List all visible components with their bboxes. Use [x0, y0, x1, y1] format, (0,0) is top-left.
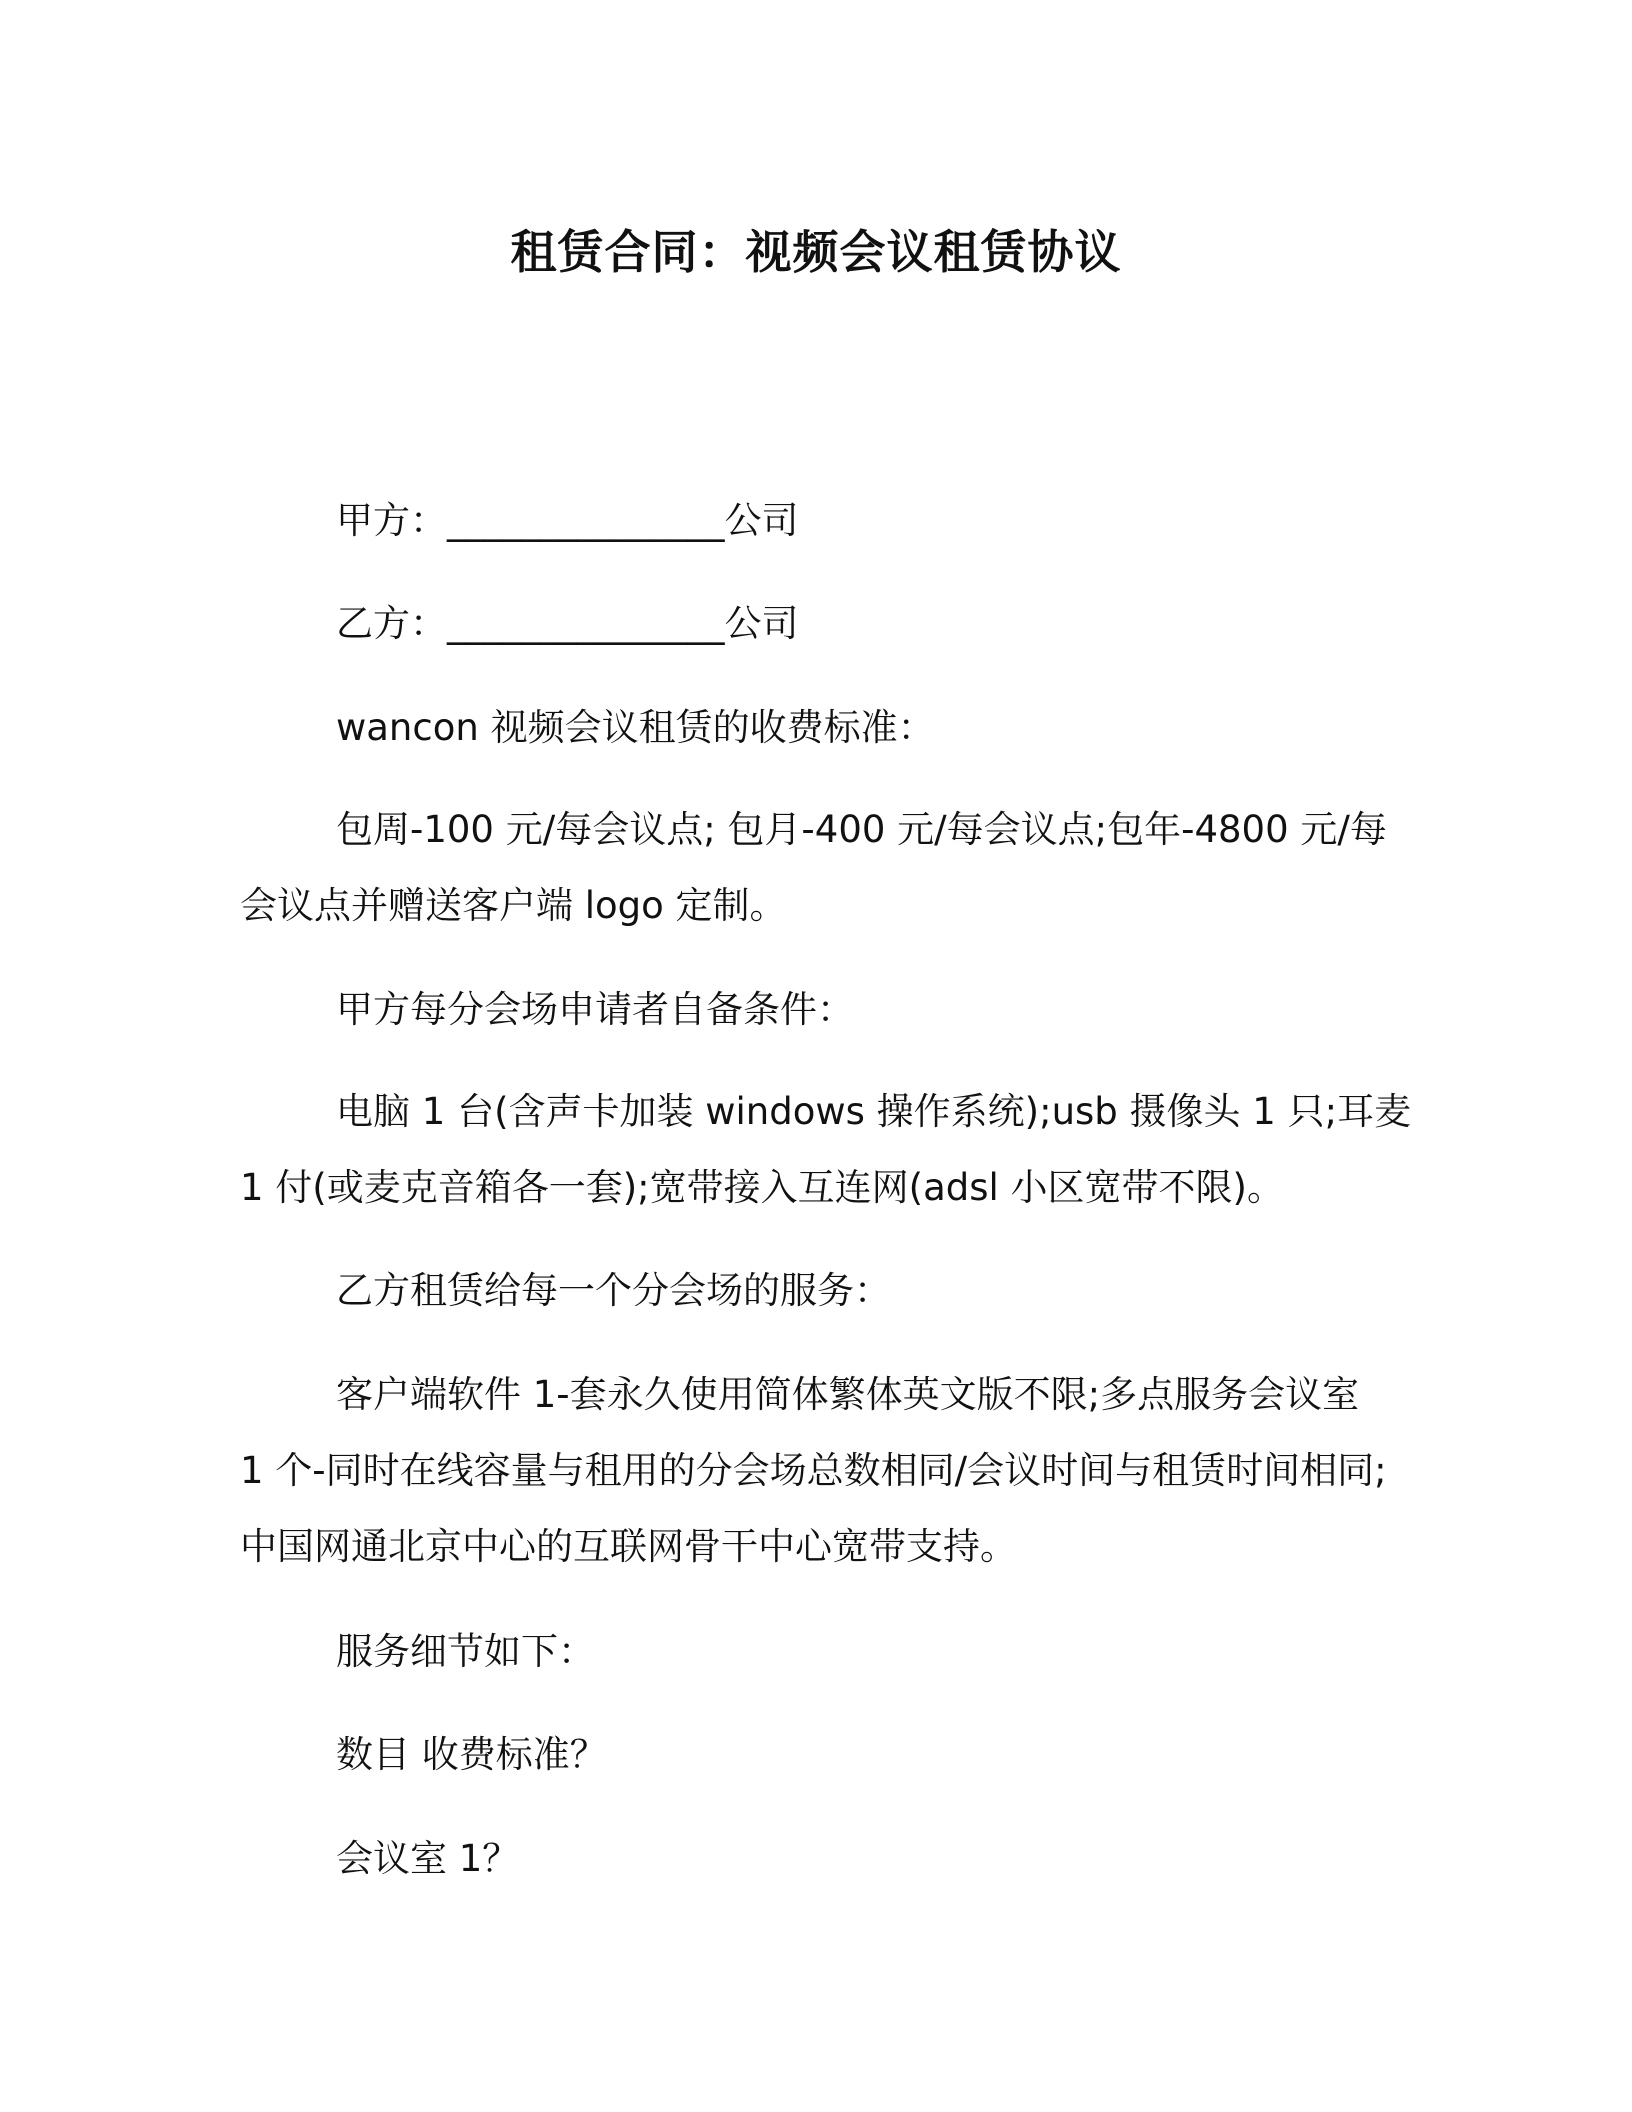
- services-paragraph: [240, 1357, 1400, 1585]
- document-title: 租赁合同：视频会议租赁协议: [510, 225, 1122, 279]
- fee-heading: wancon 视频会议租赁的收费标准：: [336, 706, 935, 749]
- fee-line-1: 包周-100 元/每会议点; 包月-400 元/每会议点;包年-4800 元/每: [336, 808, 1387, 851]
- services-line-2: 1 个-同时在线容量与租用的分会场总数相同/会议时间与租赁时间相同;: [240, 1449, 1387, 1492]
- services-line-3: 中国网通北京中心的互联网骨干中心宽带支持。: [240, 1525, 1017, 1568]
- fee-line-2: 会议点并赠送客户端 logo 定制。: [240, 884, 787, 927]
- requirements-line-1: 电脑 1 台(含声卡加装 windows 操作系统);usb 摄像头 1 只;耳麦: [336, 1090, 1412, 1133]
- table-row-1: 会议室 1？: [336, 1837, 520, 1880]
- details-heading: 服务细节如下：: [336, 1630, 595, 1673]
- services-heading: 乙方租赁给每一个分会场的服务：: [336, 1269, 891, 1312]
- fee-paragraph: [240, 792, 1400, 944]
- party-a-line: 甲方：_______________公司: [336, 499, 799, 542]
- requirements-paragraph: [240, 1074, 1412, 1226]
- party-b-line: 乙方：_______________公司: [336, 602, 799, 645]
- requirements-heading: 甲方每分会场申请者自备条件：: [336, 988, 854, 1031]
- services-line-1: 客户端软件 1-套永久使用简体繁体英文版不限;多点服务会议室: [336, 1373, 1360, 1416]
- requirements-line-2: 1 付(或麦克音箱各一套);宽带接入互连网(adsl 小区宽带不限)。: [240, 1166, 1284, 1209]
- table-header-line: 数目 收费标准？: [336, 1733, 607, 1776]
